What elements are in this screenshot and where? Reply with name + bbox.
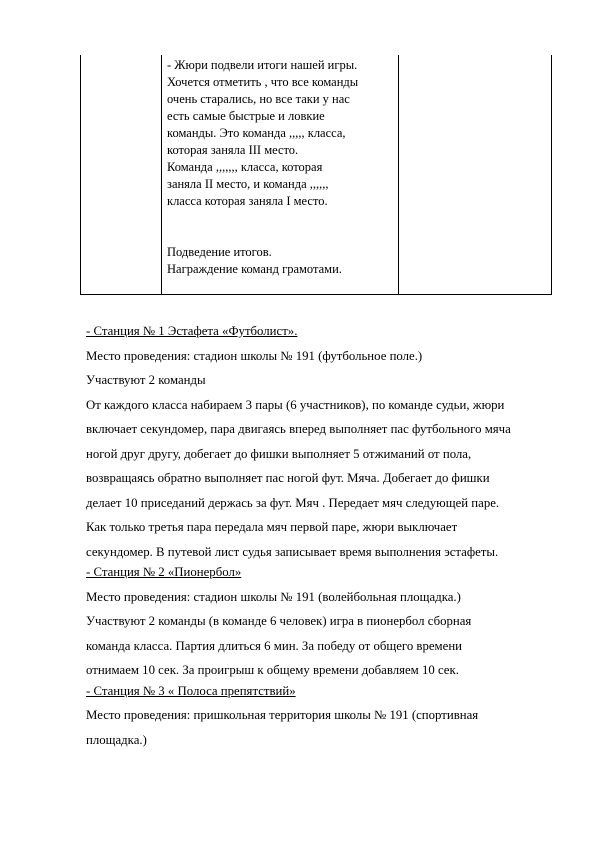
paragraph-line: делает 10 приседаний держась за фут. Мяч . Передает мяч следующей паре. [86, 495, 500, 510]
cell-line: заняла II место, и команда ,,,,,, [167, 177, 329, 191]
cell-line: - Жюри подвели итоги нашей игры. [167, 58, 358, 72]
cell-line: Награждение команд грамотами. [167, 262, 342, 276]
cell-line: которая заняла III место. [167, 143, 299, 157]
paragraph-line: Место проведения: пришкольная территория школы № 191 (спортивная [86, 708, 479, 722]
table-cell-text [167, 57, 399, 278]
paragraph-line: возвращаясь обратно выполняет пас ногой фут. Мяча. Добегает до фишки [86, 471, 490, 485]
cell-line: класса которая заняла I место. [167, 194, 328, 208]
table-border-left [80, 55, 81, 295]
cell-line: Команда ,,,,,,, класса, которая [167, 160, 323, 174]
paragraph-line: отнимаем 10 сек. За проигрыш к общему времени добавляем 10 сек. [86, 663, 459, 677]
cell-line: есть самые быстрые и ловкие [167, 109, 325, 123]
table-border-col1 [161, 55, 162, 295]
station-1-place: Место проведения: стадион школы № 191 (футбольное поле.) [86, 348, 423, 363]
paragraph-line: ногой друг другу, добегает до фишки выполняет 5 отжиманий от пола, [86, 446, 472, 461]
paragraph-line: Как только третья пара передала мяч первой паре, жюри выключает [86, 520, 458, 534]
station-3-heading: - Станция № 3 « Полоса препятствий» [86, 683, 296, 698]
station-1-heading: - Станция № 1 Эстафета «Футболист». [86, 324, 298, 338]
table-border-bottom [80, 294, 552, 295]
cell-line: команды. Это команда ,,,,, класса, [167, 126, 346, 140]
paragraph-line: От каждого класса набираем 3 пары (6 участников), по команде судьи, жюри [86, 397, 505, 412]
cell-line: очень старались, но все таки у нас [167, 92, 350, 106]
table-fragment [80, 55, 552, 295]
cell-line: Хочется отметить , что все команды [167, 75, 359, 89]
station-2-heading: - Станция № 2 «Пионербол» [86, 565, 242, 579]
paragraph-line: Место проведения: стадион школы № 191 (волейбольная площадка.) [86, 589, 461, 604]
table-border-right [551, 55, 552, 295]
paragraph-line: Участвуют 2 команды (в команде 6 человек) игра в пионербол сборная [86, 614, 472, 628]
paragraph-line: секундомер. В путевой лист судья записывает время выполнения эстафеты. [86, 544, 499, 559]
paragraph-line: команда класса. Партия длиться 6 мин. За победу от общего времени [86, 638, 463, 653]
paragraph-line: площадка.) [86, 732, 147, 747]
document-body [86, 323, 556, 756]
cell-line: Подведение итогов. [167, 245, 272, 259]
station-1-teams: Участвуют 2 команды [86, 373, 206, 387]
paragraph-line: включает секундомер, пара двигаясь вперед выполняет пас футбольного мяча [86, 422, 511, 436]
